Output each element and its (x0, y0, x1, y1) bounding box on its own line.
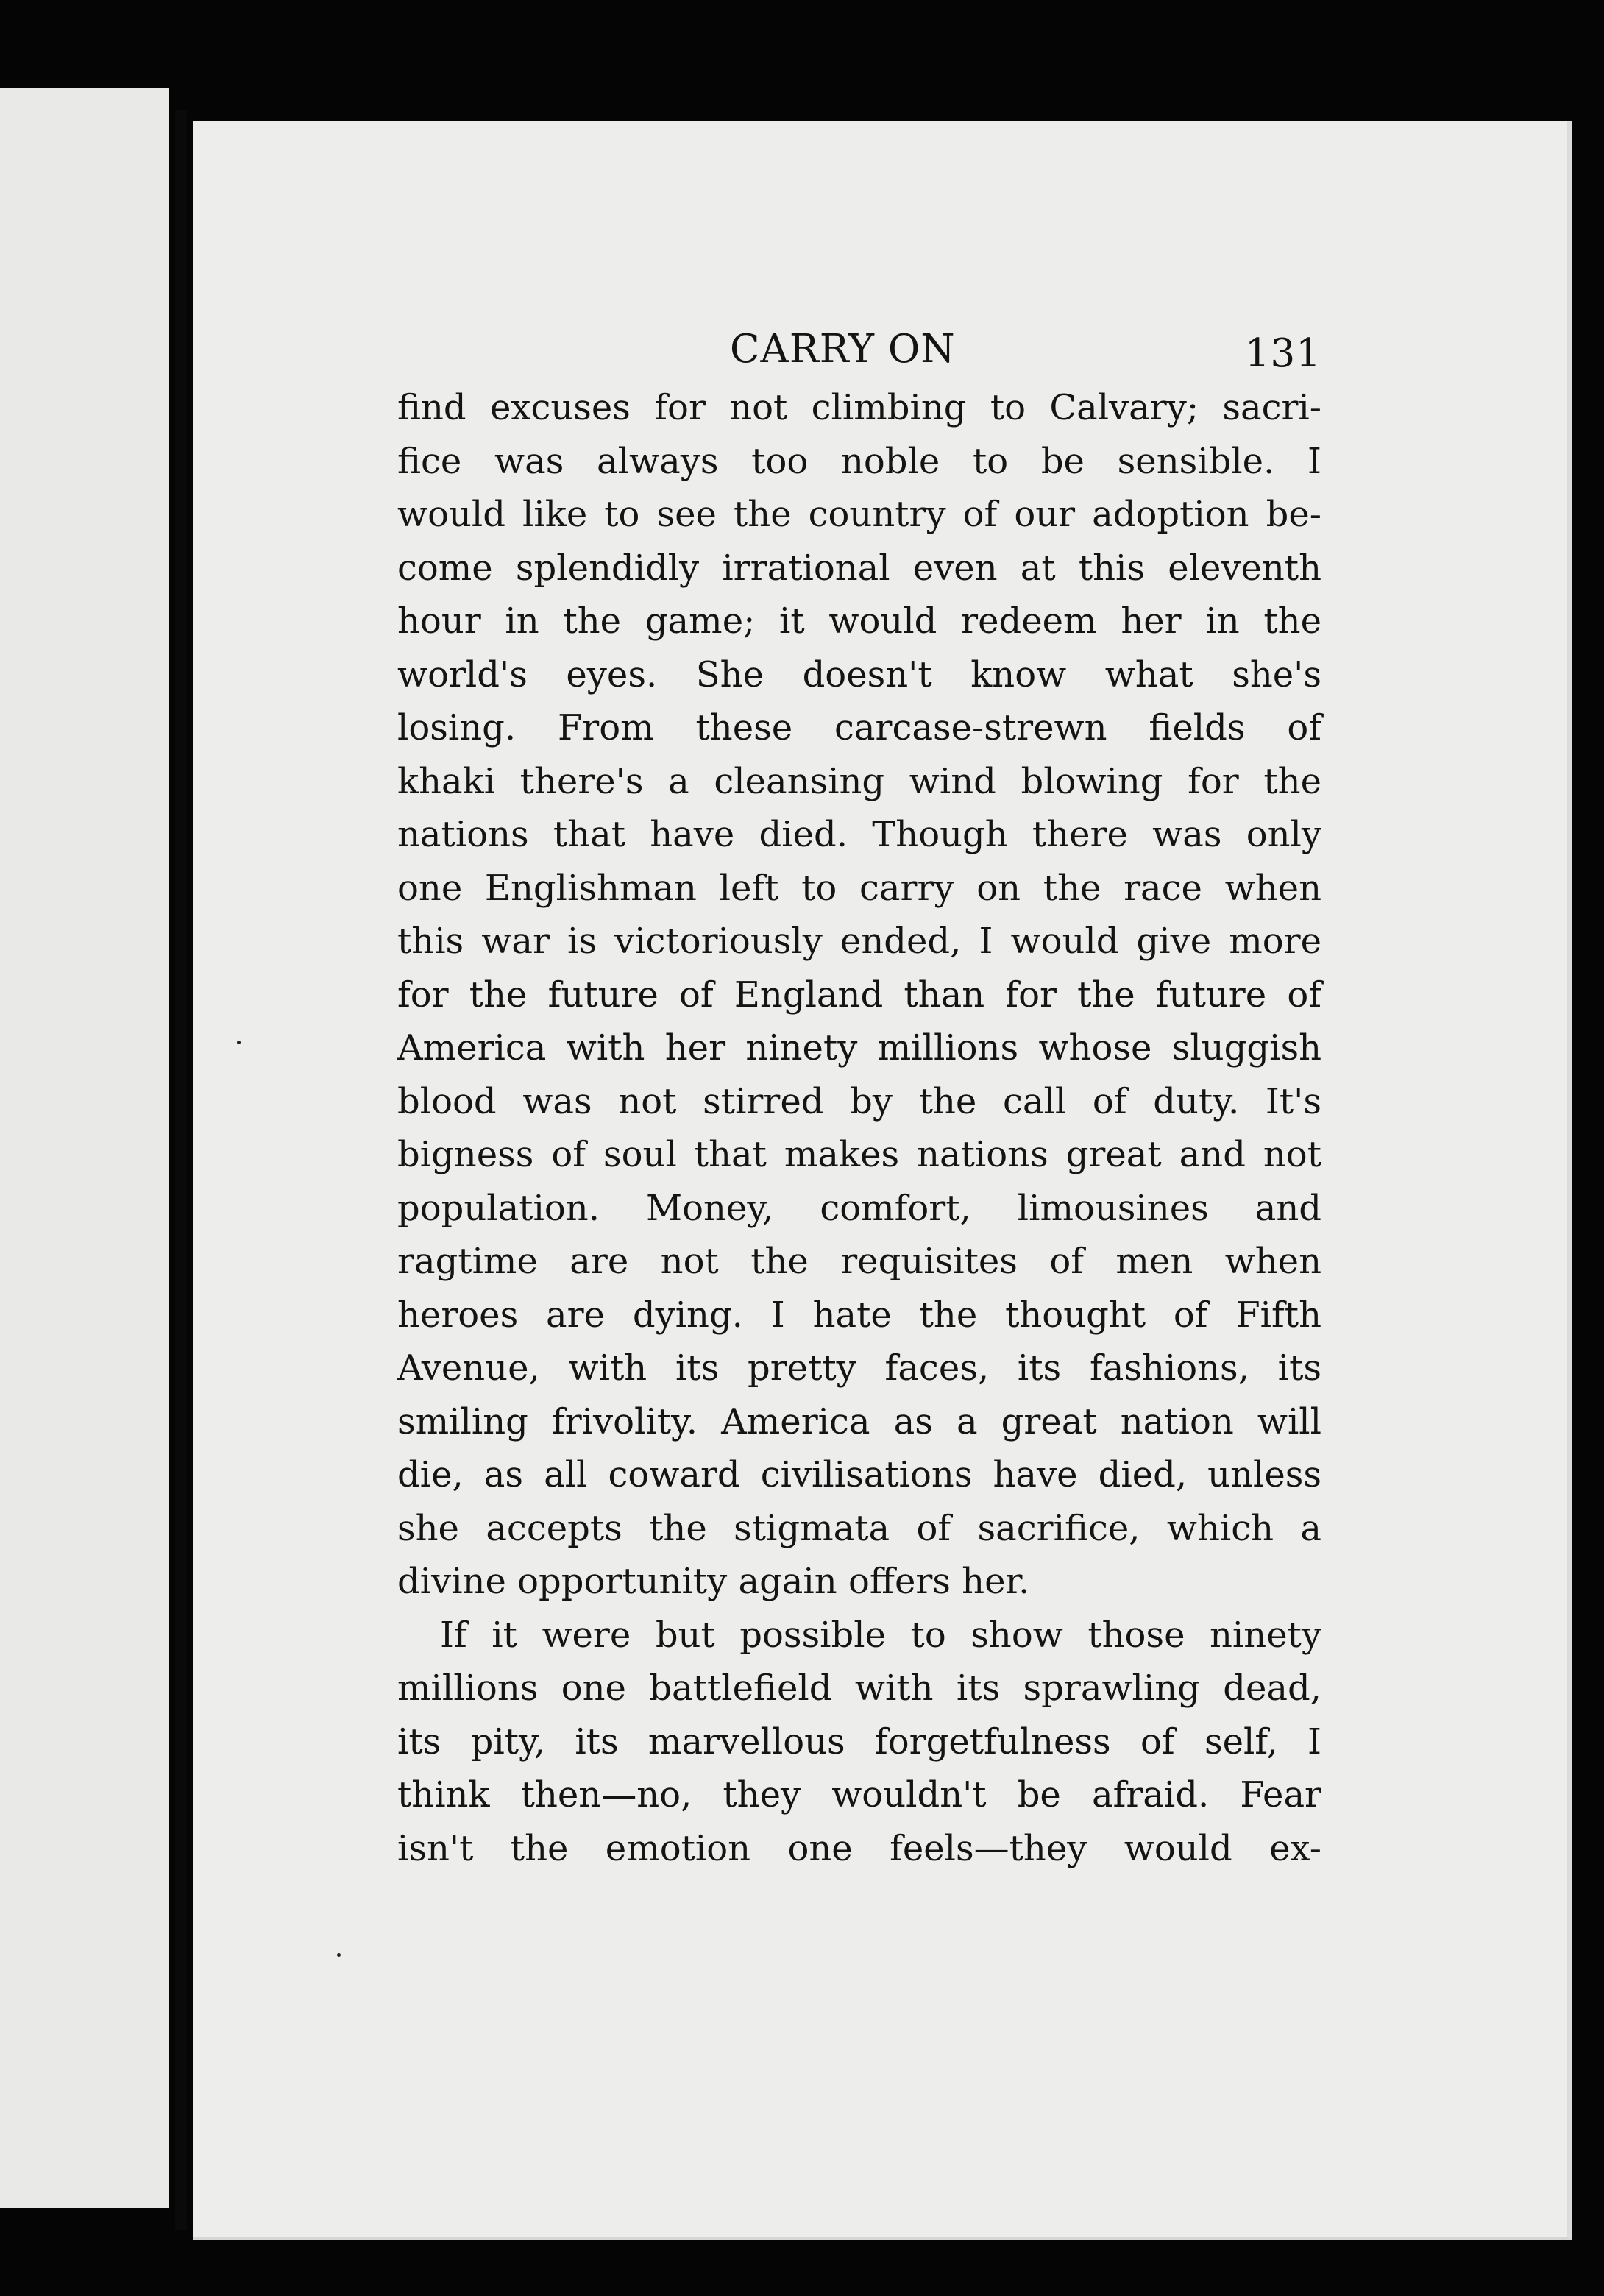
text-line: she accepts the stigmata of sacrifice, which a (397, 1507, 1321, 1549)
text-line: its pity, its marvellous forgetfulness of self, I (397, 1721, 1321, 1762)
text-line: come splendidly irrational even at this eleventh (397, 547, 1321, 589)
book-spine-shadow (175, 110, 187, 2230)
text-line: losing. From these carcase-strewn fields of (397, 707, 1321, 748)
text-line: one Englishman left to carry on the race when (397, 867, 1321, 909)
text-line: nations that have died. Though there was only (397, 814, 1321, 855)
text-line: think then—no, they wouldn't be afraid. Fear (397, 1774, 1321, 1815)
text-line: world's eyes. She doesn't know what she's (397, 653, 1321, 695)
text-line: hour in the game; it would redeem her in the (397, 600, 1321, 642)
text-line: bigness of soul that makes nations great and not (397, 1134, 1321, 1175)
text-line: population. Money, comfort, limousines and (397, 1187, 1321, 1229)
text-line: Avenue, with its pretty faces, its fashions, its (397, 1347, 1321, 1389)
text-line: find excuses for not climbing to Calvary; sacri- (397, 387, 1321, 428)
page-text (397, 316, 1321, 1875)
text-line: ragtime are not the requisites of men when (397, 1241, 1321, 1282)
text-line: blood was not stirred by the call of duty. It's (397, 1080, 1321, 1122)
text-line: America with her ninety millions whose sluggish (397, 1027, 1321, 1069)
text-line: divine opportunity again offers her. (397, 1561, 1030, 1602)
text-line: heroes are dying. I hate the thought of Fifth (397, 1294, 1321, 1336)
text-line: millions one battlefield with its sprawling dead, (397, 1668, 1321, 1709)
text-line: smiling frivolity. America as a great nation will (397, 1400, 1321, 1442)
text-line: If it were but possible to show those ninety (440, 1614, 1321, 1656)
text-line: fice was always too noble to be sensible. I (397, 440, 1321, 482)
text-line: isn't the emotion one feels—they would ex- (397, 1827, 1321, 1869)
running-head (397, 316, 1321, 381)
text-line: would like to see the country of our adoption be- (397, 494, 1321, 535)
scan-speck (237, 1041, 241, 1044)
facing-page-edge (0, 88, 169, 2208)
text-line: die, as all coward civilisations have died, unless (397, 1454, 1321, 1495)
paragraph-1 (397, 381, 1321, 1609)
text-line: khaki there's a cleansing wind blowing for the (397, 760, 1321, 802)
paragraph-2 (397, 1609, 1321, 1876)
running-title: CARRY ON (730, 327, 956, 372)
page-number: 131 (1244, 331, 1321, 376)
text-line: this war is victoriously ended, I would give more (397, 921, 1321, 962)
text-line: for the future of England than for the future of (397, 974, 1321, 1016)
scan-speck (337, 1953, 341, 1957)
